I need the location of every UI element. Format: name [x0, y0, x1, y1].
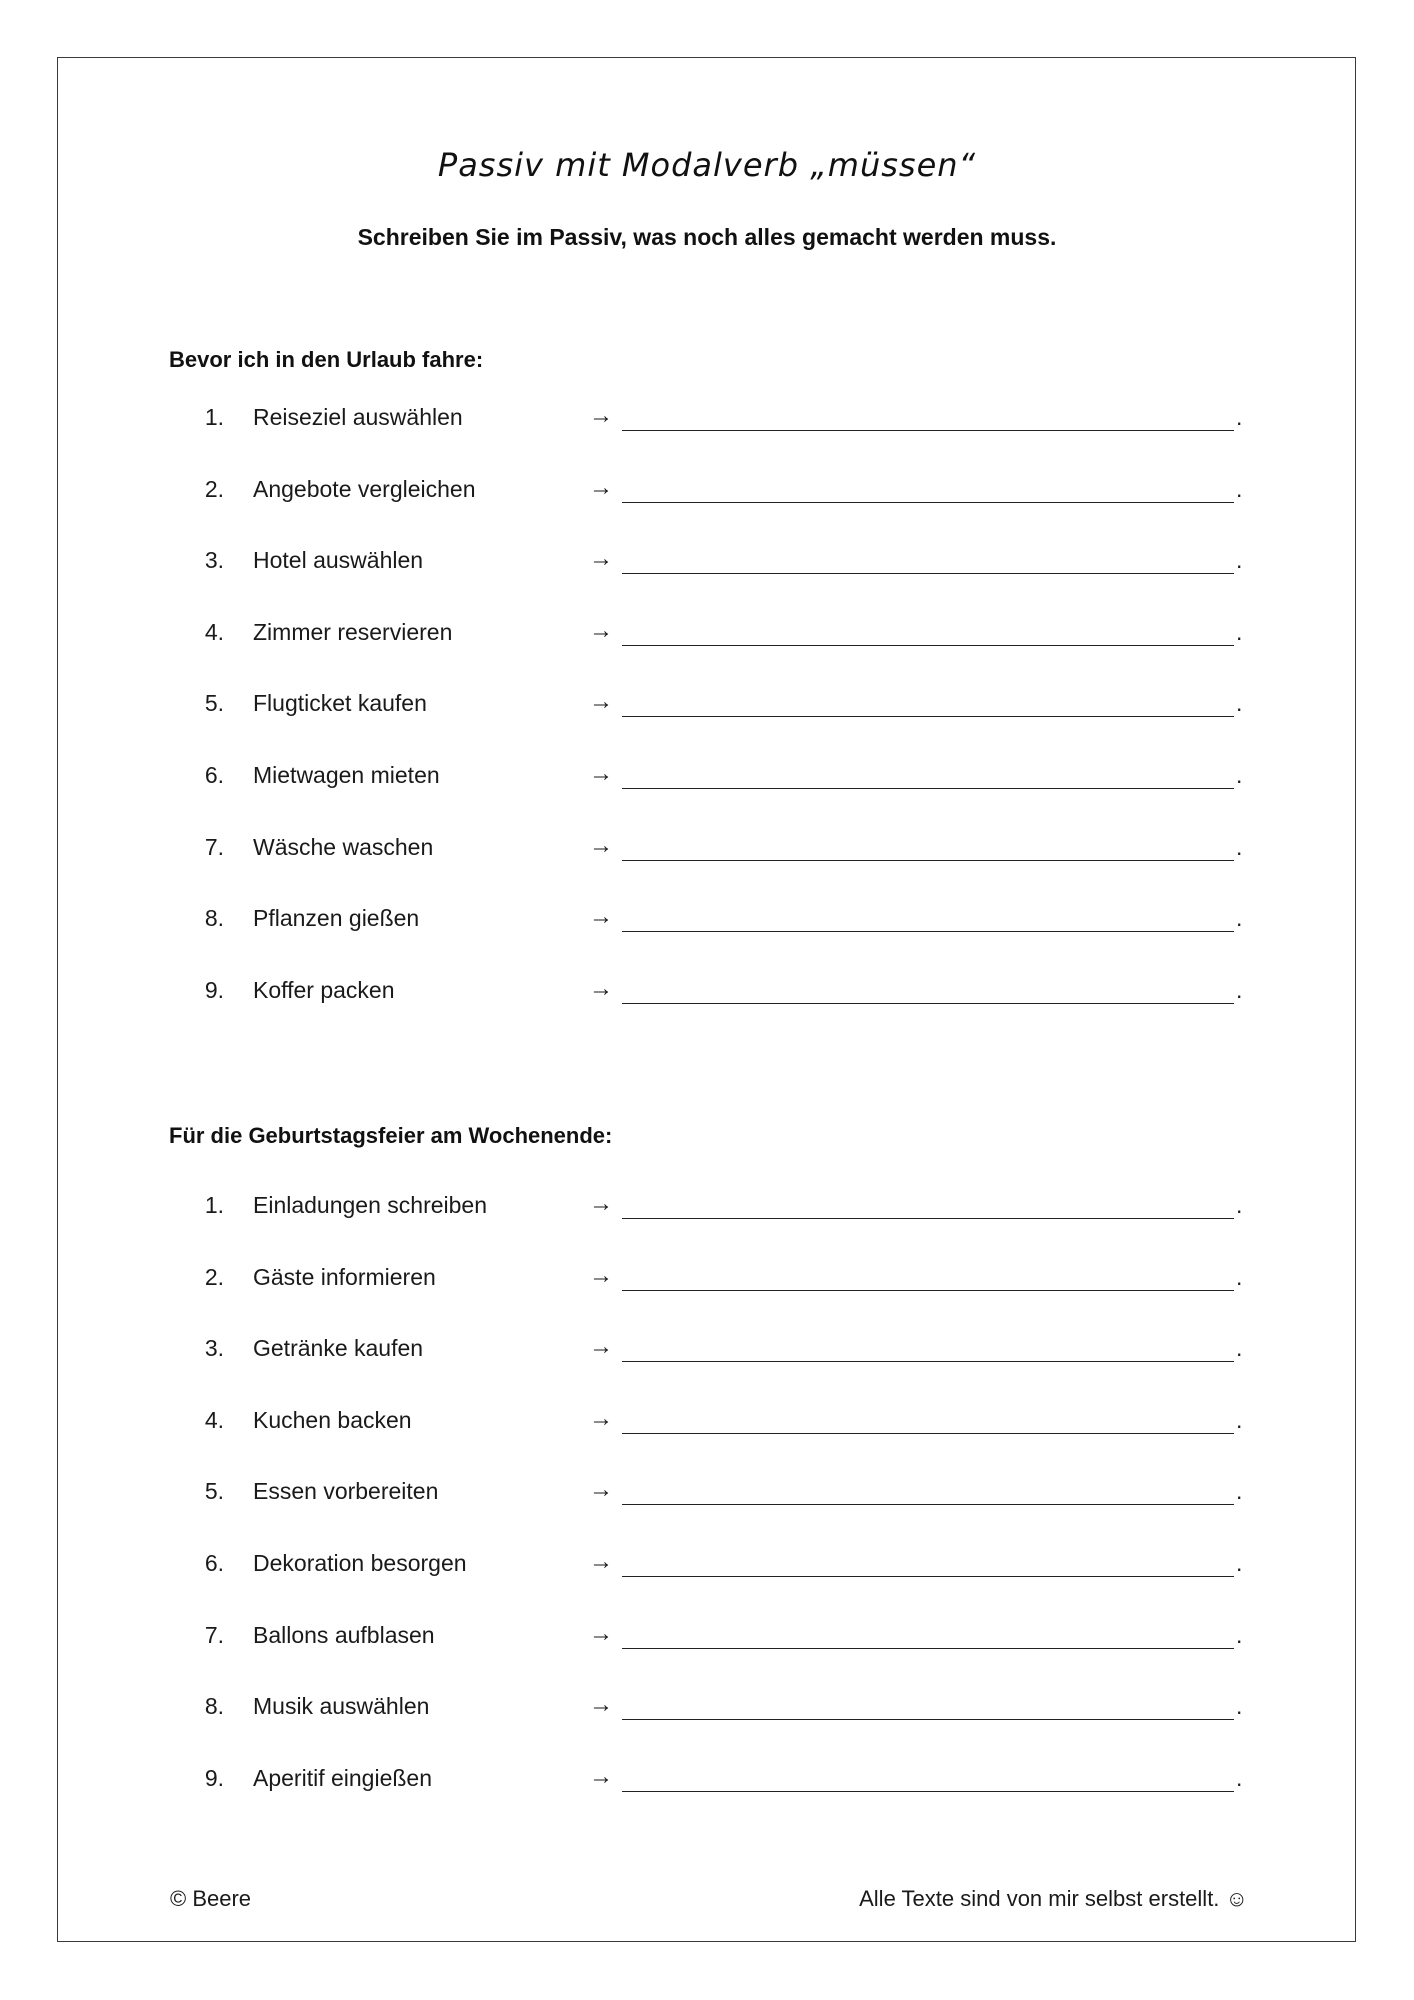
answer-line	[622, 502, 1234, 503]
item-number: 1.	[204, 1192, 224, 1218]
arrow-right-icon: →	[589, 402, 613, 429]
item-prompt: Musik auswählen	[253, 1693, 430, 1719]
worksheet-title: Passiv mit Modalverb „müssen“	[437, 146, 977, 184]
answer-line	[622, 1290, 1234, 1291]
item-number: 4.	[204, 1407, 224, 1433]
answer-line	[622, 573, 1234, 574]
arrow-right-icon: →	[589, 617, 613, 644]
arrow-right-icon: →	[589, 545, 613, 572]
answer-line	[622, 1361, 1234, 1362]
arrow-right-icon: →	[589, 1190, 613, 1217]
item-prompt: Hotel auswählen	[253, 547, 424, 573]
sentence-period: .	[1236, 1264, 1243, 1290]
exercise-row	[0, 1264, 1414, 1298]
exercise-row	[0, 619, 1414, 653]
item-prompt: Dekoration besorgen	[253, 1550, 467, 1576]
sentence-period: .	[1236, 905, 1243, 931]
item-number: 7.	[204, 1622, 224, 1648]
item-prompt: Koffer packen	[253, 977, 395, 1003]
answer-line	[622, 788, 1234, 789]
arrow-right-icon: →	[589, 903, 613, 930]
sentence-period: .	[1236, 547, 1243, 573]
exercise-row	[0, 905, 1414, 939]
footer-note: Alle Texte sind von mir selbst erstellt. ☺	[859, 1886, 1248, 1911]
sentence-period: .	[1236, 1693, 1243, 1719]
exercise-row	[0, 1192, 1414, 1226]
exercise-row	[0, 547, 1414, 581]
exercise-row	[0, 834, 1414, 868]
sentence-period: .	[1236, 1478, 1243, 1504]
answer-line	[622, 716, 1234, 717]
item-number: 6.	[204, 762, 224, 788]
exercise-row	[0, 1550, 1414, 1584]
arrow-right-icon: →	[589, 1405, 613, 1432]
arrow-right-icon: →	[589, 688, 613, 715]
item-number: 5.	[204, 690, 224, 716]
answer-line	[622, 1791, 1234, 1792]
item-prompt: Mietwagen mieten	[253, 762, 440, 788]
exercise-row	[0, 690, 1414, 724]
item-number: 9.	[204, 977, 224, 1003]
exercise-row	[0, 1693, 1414, 1727]
answer-line	[622, 430, 1234, 431]
section-heading: Für die Geburtstagsfeier am Wochenende:	[169, 1123, 613, 1148]
item-number: 1.	[204, 404, 224, 430]
arrow-right-icon: →	[589, 1691, 613, 1718]
sentence-period: .	[1236, 476, 1243, 502]
item-number: 5.	[204, 1478, 224, 1504]
sentence-period: .	[1236, 1550, 1243, 1576]
arrow-right-icon: →	[589, 1476, 613, 1503]
exercise-row	[0, 977, 1414, 1011]
answer-line	[622, 931, 1234, 932]
answer-line	[622, 1003, 1234, 1004]
item-prompt: Angebote vergleichen	[253, 476, 476, 502]
section-heading: Bevor ich in den Urlaub fahre:	[169, 347, 484, 372]
item-prompt: Aperitif eingießen	[253, 1765, 432, 1791]
item-number: 9.	[204, 1765, 224, 1791]
worksheet-instruction: Schreiben Sie im Passiv, was noch alles gemacht werden muss.	[357, 224, 1057, 250]
exercise-row	[0, 1335, 1414, 1369]
answer-line	[622, 1576, 1234, 1577]
exercise-row	[0, 1622, 1414, 1656]
arrow-right-icon: →	[589, 832, 613, 859]
item-prompt: Flugticket kaufen	[253, 690, 427, 716]
sentence-period: .	[1236, 404, 1243, 430]
item-prompt: Kuchen backen	[253, 1407, 412, 1433]
exercise-row	[0, 1478, 1414, 1512]
item-prompt: Gäste informieren	[253, 1264, 436, 1290]
exercise-row	[0, 762, 1414, 796]
item-number: 4.	[204, 619, 224, 645]
sentence-period: .	[1236, 1622, 1243, 1648]
arrow-right-icon: →	[589, 474, 613, 501]
item-prompt: Wäsche waschen	[253, 834, 434, 860]
exercise-row	[0, 404, 1414, 438]
item-number: 6.	[204, 1550, 224, 1576]
sentence-period: .	[1236, 762, 1243, 788]
footer-copyright: © Beere	[170, 1886, 252, 1911]
arrow-right-icon: →	[589, 760, 613, 787]
sentence-period: .	[1236, 1335, 1243, 1361]
answer-line	[622, 1504, 1234, 1505]
arrow-right-icon: →	[589, 1333, 613, 1360]
answer-line	[622, 1433, 1234, 1434]
item-prompt: Getränke kaufen	[253, 1335, 424, 1361]
arrow-right-icon: →	[589, 975, 613, 1002]
item-prompt: Einladungen schreiben	[253, 1192, 488, 1218]
answer-line	[622, 1648, 1234, 1649]
answer-line	[622, 645, 1234, 646]
sentence-period: .	[1236, 690, 1243, 716]
arrow-right-icon: →	[589, 1763, 613, 1790]
item-prompt: Reiseziel auswählen	[253, 404, 463, 430]
item-number: 3.	[204, 1335, 224, 1361]
item-number: 8.	[204, 1693, 224, 1719]
sentence-period: .	[1236, 1192, 1243, 1218]
item-prompt: Pflanzen gießen	[253, 905, 420, 931]
sentence-period: .	[1236, 834, 1243, 860]
item-number: 2.	[204, 1264, 224, 1290]
sentence-period: .	[1236, 977, 1243, 1003]
arrow-right-icon: →	[589, 1548, 613, 1575]
item-number: 3.	[204, 547, 224, 573]
answer-line	[622, 1218, 1234, 1219]
item-prompt: Ballons aufblasen	[253, 1622, 435, 1648]
item-number: 7.	[204, 834, 224, 860]
arrow-right-icon: →	[589, 1620, 613, 1647]
answer-line	[622, 860, 1234, 861]
item-prompt: Zimmer reservieren	[253, 619, 453, 645]
sentence-period: .	[1236, 1407, 1243, 1433]
exercise-row	[0, 1765, 1414, 1799]
exercise-row	[0, 1407, 1414, 1441]
answer-line	[622, 1719, 1234, 1720]
arrow-right-icon: →	[589, 1262, 613, 1289]
item-number: 8.	[204, 905, 224, 931]
sentence-period: .	[1236, 1765, 1243, 1791]
item-prompt: Essen vorbereiten	[253, 1478, 439, 1504]
exercise-row	[0, 476, 1414, 510]
sentence-period: .	[1236, 619, 1243, 645]
item-number: 2.	[204, 476, 224, 502]
